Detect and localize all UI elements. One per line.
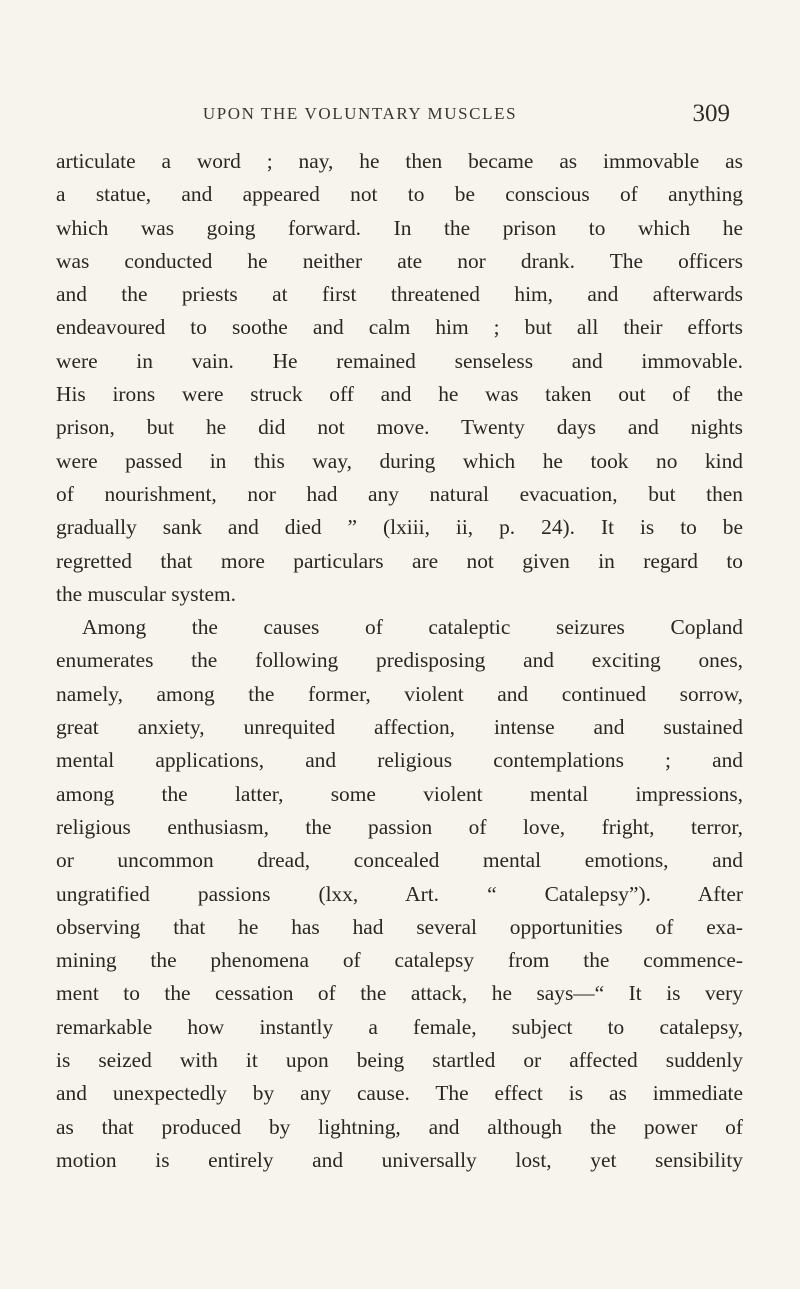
paragraph-start-line: Among the causes of cataleptic seizures Copland [82,615,743,640]
text-line: ment to the cessation of the attack, he says—“ It is very [56,981,743,1006]
text-line: endeavoured to soothe and calm him ; but all their efforts [56,315,743,340]
text-line: and the priests at first threatened him, and afterwards [56,282,743,307]
text-line: remarkable how instantly a female, subject to catalepsy, [56,1014,743,1039]
running-title: UPON THE VOLUNTARY MUSCLES [202,104,518,123]
text-line: which was going forward. In the prison to which he [56,215,743,240]
text-line: observing that he has had several opportunities of exa- [56,914,743,939]
text-line: mining the phenomena of catalepsy from the commence- [56,948,743,973]
text-line: motion is entirely and universally lost, yet sensibility [56,1147,743,1172]
text-line: a statue, and appeared not to be conscious of anything [56,182,743,207]
paragraph-end-line: the muscular system. [56,581,237,606]
text-line: regretted that more particulars are not given in regard to [56,548,743,573]
text-line: religious enthusiasm, the passion of love, fright, terror, [56,814,743,839]
text-line: was conducted he neither ate nor drank. The officers [56,248,743,273]
text-line: His irons were struck off and he was taken out of the [56,382,743,407]
text-line: were in vain. He remained senseless and immovable. [56,348,743,373]
text-line: or uncommon dread, concealed mental emotions, and [56,848,743,873]
running-head [70,100,730,130]
text-line: and unexpectedly by any cause. The effect is as immediate [56,1081,743,1106]
body-text [56,145,743,1177]
text-line: gradually sank and died ” (lxiii, ii, p. 24). It is to be [56,515,743,540]
text-line: ungratified passions (lxx, Art. “ Catalepsy”). After [56,881,743,906]
text-line: great anxiety, unrequited affection, intense and sustained [56,715,743,740]
text-line: articulate a word ; nay, he then became as immovable as [56,149,743,173]
text-line: as that produced by lightning, and although the power of [56,1114,743,1139]
text-line: namely, among the former, violent and continued sorrow, [56,681,743,706]
text-line: mental applications, and religious contemplations ; and [56,748,743,773]
text-line: enumerates the following predisposing and exciting ones, [56,648,743,673]
text-line: of nourishment, nor had any natural evacuation, but then [56,481,743,506]
text-line: prison, but he did not move. Twenty days and nights [56,415,743,440]
text-line: is seized with it upon being startled or affected suddenly [56,1048,743,1073]
text-line: among the latter, some violent mental impressions, [56,781,743,806]
page-number: 309 [692,100,730,127]
text-line: were passed in this way, during which he took no kind [56,448,743,473]
